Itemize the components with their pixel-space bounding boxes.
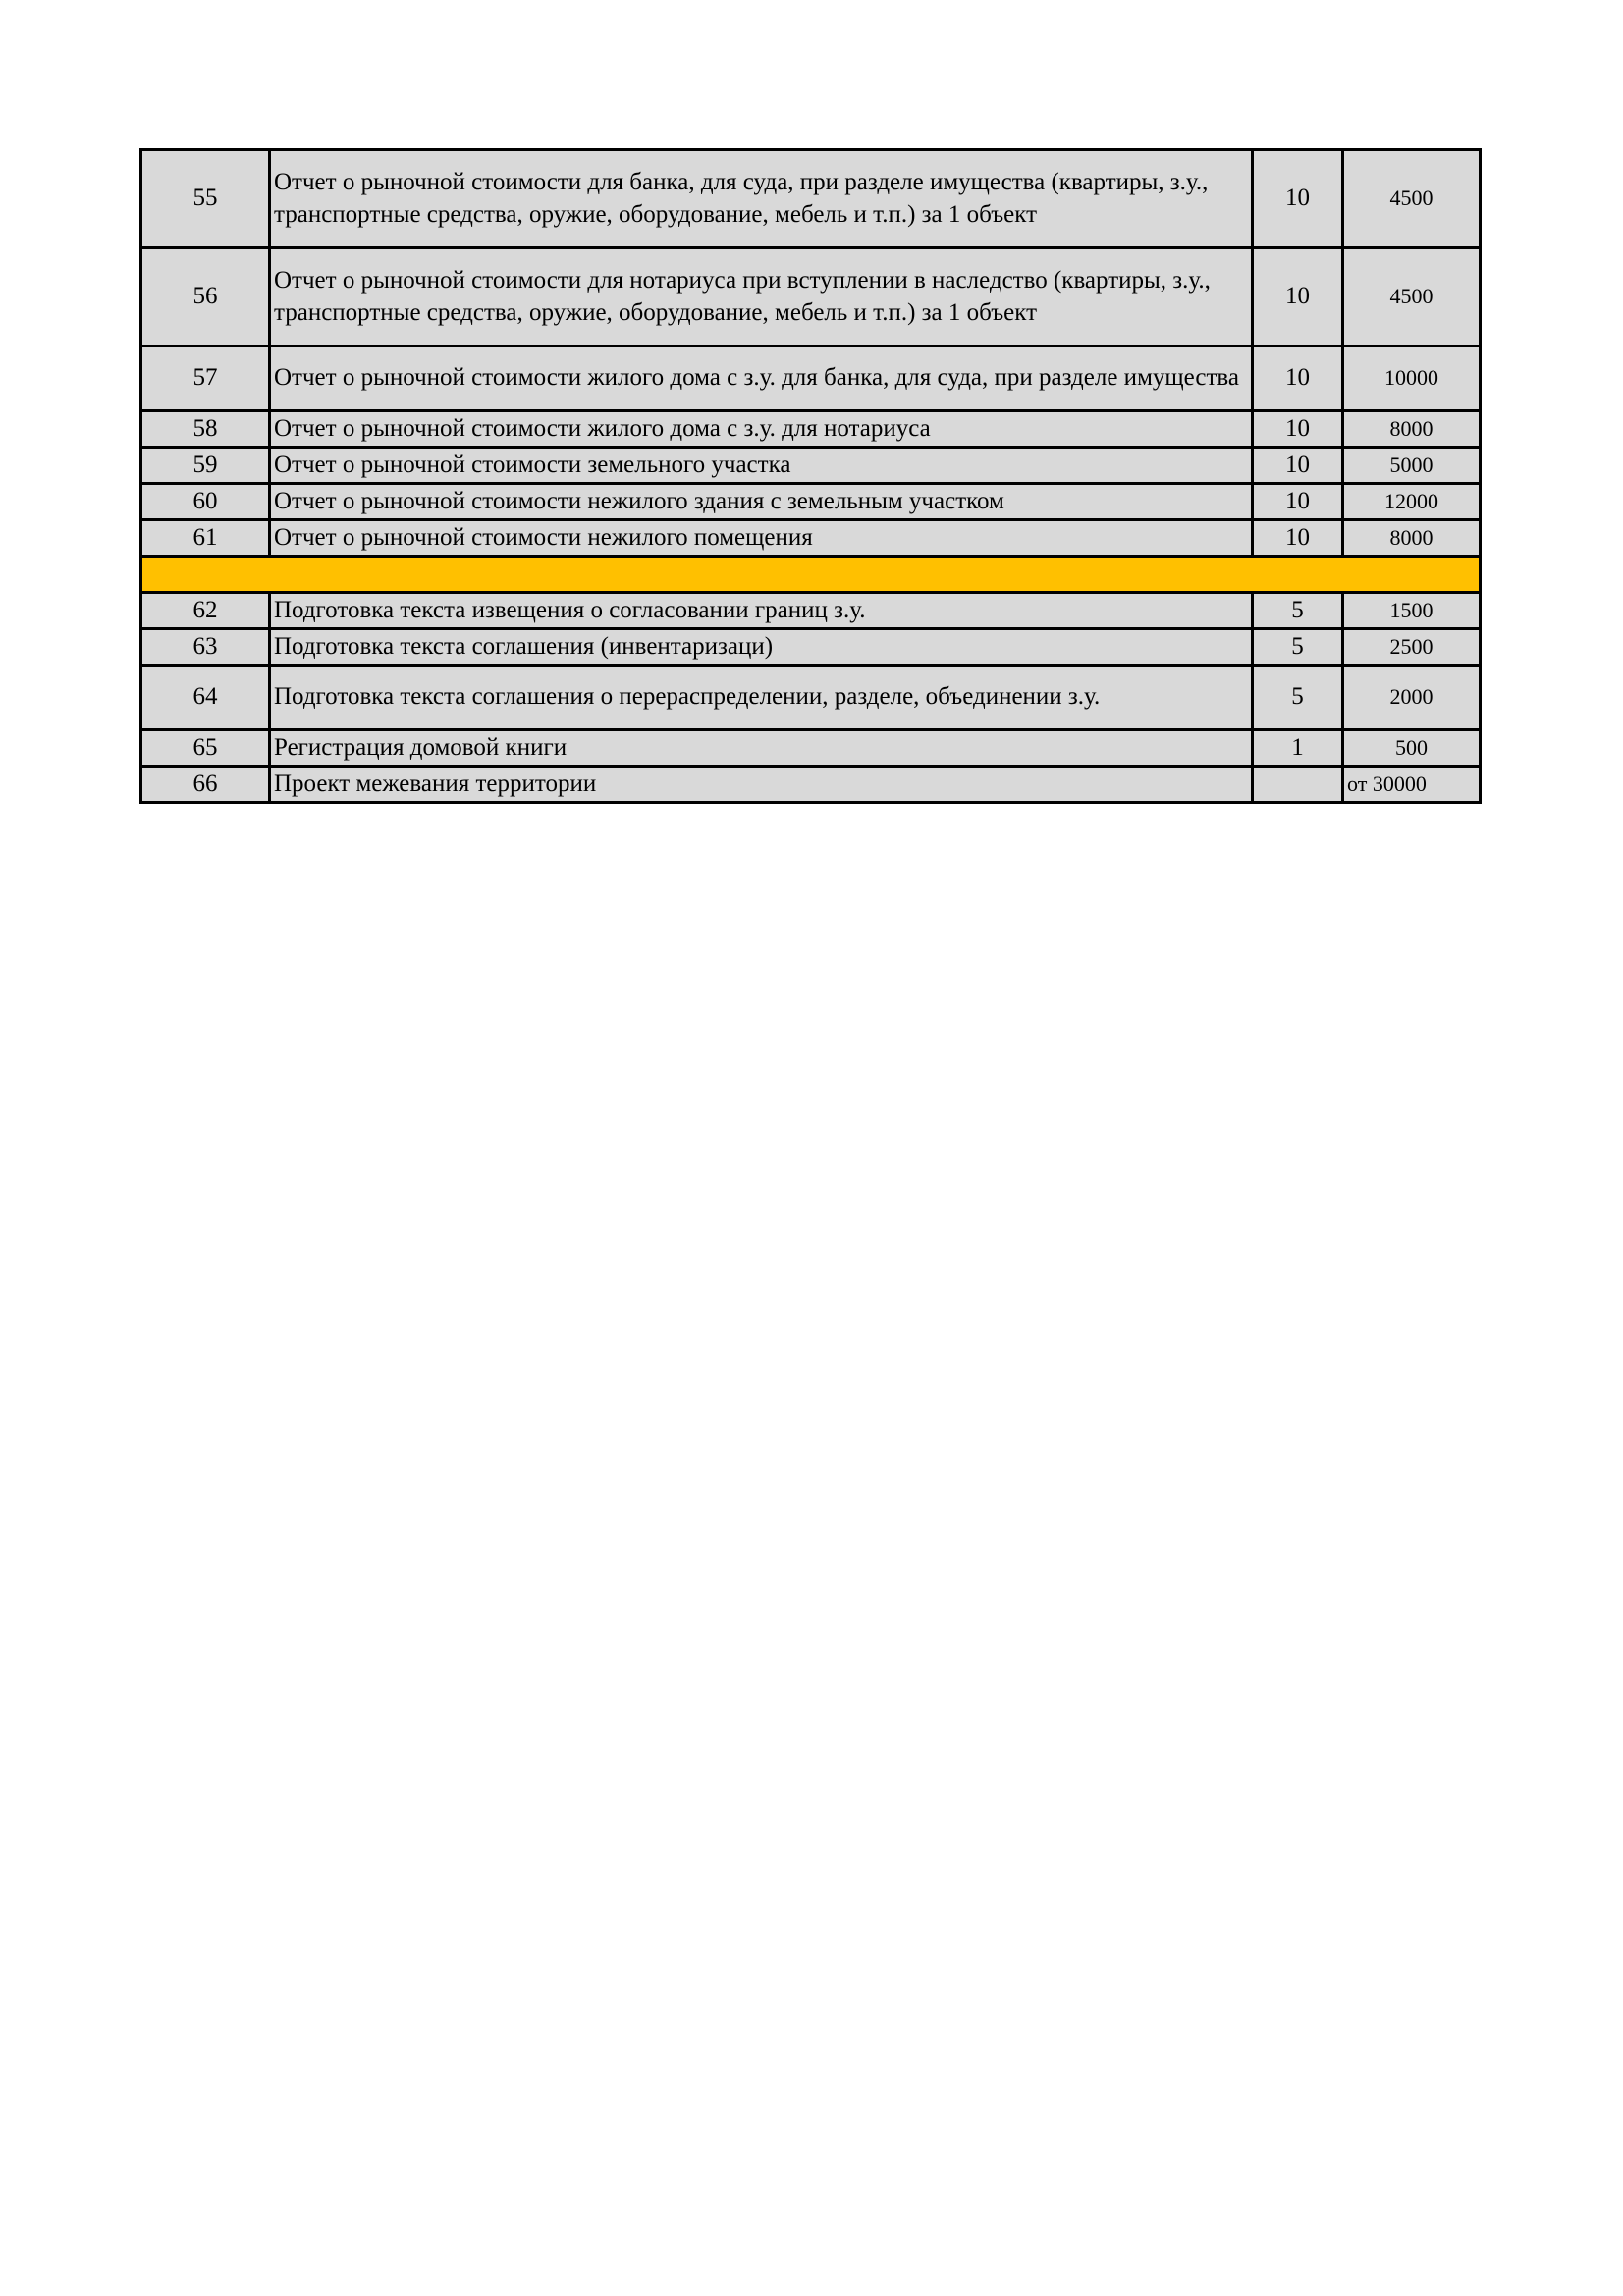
row-description: Отчет о рыночной стоимости нежилого здания с земельным участком	[270, 484, 1253, 520]
table-row	[141, 411, 1481, 448]
row-description: Регистрация домовой книги	[270, 730, 1253, 767]
row-price: 5000	[1343, 448, 1481, 484]
row-price: 12000	[1343, 484, 1481, 520]
section-separator	[141, 557, 1481, 593]
row-days: 10	[1253, 347, 1343, 411]
row-description: Отчет о рыночной стоимости земельного участка	[270, 448, 1253, 484]
row-days: 10	[1253, 248, 1343, 347]
row-number: 57	[141, 347, 270, 411]
row-description: Отчет о рыночной стоимости для нотариуса при вступлении в наследство (квартиры, з.у., транспортные средства, оружие, оборудование, мебель и т.п.) за 1 объект	[270, 248, 1253, 347]
row-days: 1	[1253, 730, 1343, 767]
row-days: 10	[1253, 484, 1343, 520]
table-row	[141, 629, 1481, 666]
row-description: Подготовка текста извещения о согласовании границ з.у.	[270, 593, 1253, 629]
row-description: Проект межевания территории	[270, 767, 1253, 803]
row-number: 56	[141, 248, 270, 347]
row-description: Отчет о рыночной стоимости для банка, для суда, при разделе имущества (квартиры, з.у., транспортные средства, оружие, оборудование, мебель и т.п.) за 1 объект	[270, 150, 1253, 248]
table-row	[141, 448, 1481, 484]
separator-bar	[141, 557, 1481, 593]
row-number: 58	[141, 411, 270, 448]
row-price: 10000	[1343, 347, 1481, 411]
row-description: Подготовка текста соглашения (инвентаризаци)	[270, 629, 1253, 666]
row-days: 10	[1253, 411, 1343, 448]
price-table	[139, 148, 1482, 804]
table-row	[141, 666, 1481, 730]
row-description: Подготовка текста соглашения о перераспределении, разделе, объединении з.у.	[270, 666, 1253, 730]
table-row	[141, 730, 1481, 767]
row-days: 10	[1253, 150, 1343, 248]
row-price: 1500	[1343, 593, 1481, 629]
row-days: 5	[1253, 666, 1343, 730]
row-price: от 30000	[1343, 767, 1481, 803]
row-number: 55	[141, 150, 270, 248]
row-description: Отчет о рыночной стоимости жилого дома с з.у. для нотариуса	[270, 411, 1253, 448]
row-description: Отчет о рыночной стоимости нежилого помещения	[270, 520, 1253, 557]
row-price: 4500	[1343, 248, 1481, 347]
table-row	[141, 484, 1481, 520]
row-number: 59	[141, 448, 270, 484]
table-row	[141, 150, 1481, 248]
table-row	[141, 347, 1481, 411]
row-number: 62	[141, 593, 270, 629]
table-row	[141, 520, 1481, 557]
row-price: 8000	[1343, 520, 1481, 557]
row-days	[1253, 767, 1343, 803]
row-number: 60	[141, 484, 270, 520]
row-price: 8000	[1343, 411, 1481, 448]
row-days: 10	[1253, 448, 1343, 484]
row-days: 5	[1253, 593, 1343, 629]
row-price: 2500	[1343, 629, 1481, 666]
row-number: 61	[141, 520, 270, 557]
row-price: 500	[1343, 730, 1481, 767]
table-row	[141, 767, 1481, 803]
row-days: 10	[1253, 520, 1343, 557]
table-row	[141, 593, 1481, 629]
row-description: Отчет о рыночной стоимости жилого дома с з.у. для банка, для суда, при разделе имущества	[270, 347, 1253, 411]
table-row	[141, 248, 1481, 347]
row-number: 65	[141, 730, 270, 767]
row-days: 5	[1253, 629, 1343, 666]
row-number: 64	[141, 666, 270, 730]
row-price: 2000	[1343, 666, 1481, 730]
row-price: 4500	[1343, 150, 1481, 248]
row-number: 63	[141, 629, 270, 666]
row-number: 66	[141, 767, 270, 803]
